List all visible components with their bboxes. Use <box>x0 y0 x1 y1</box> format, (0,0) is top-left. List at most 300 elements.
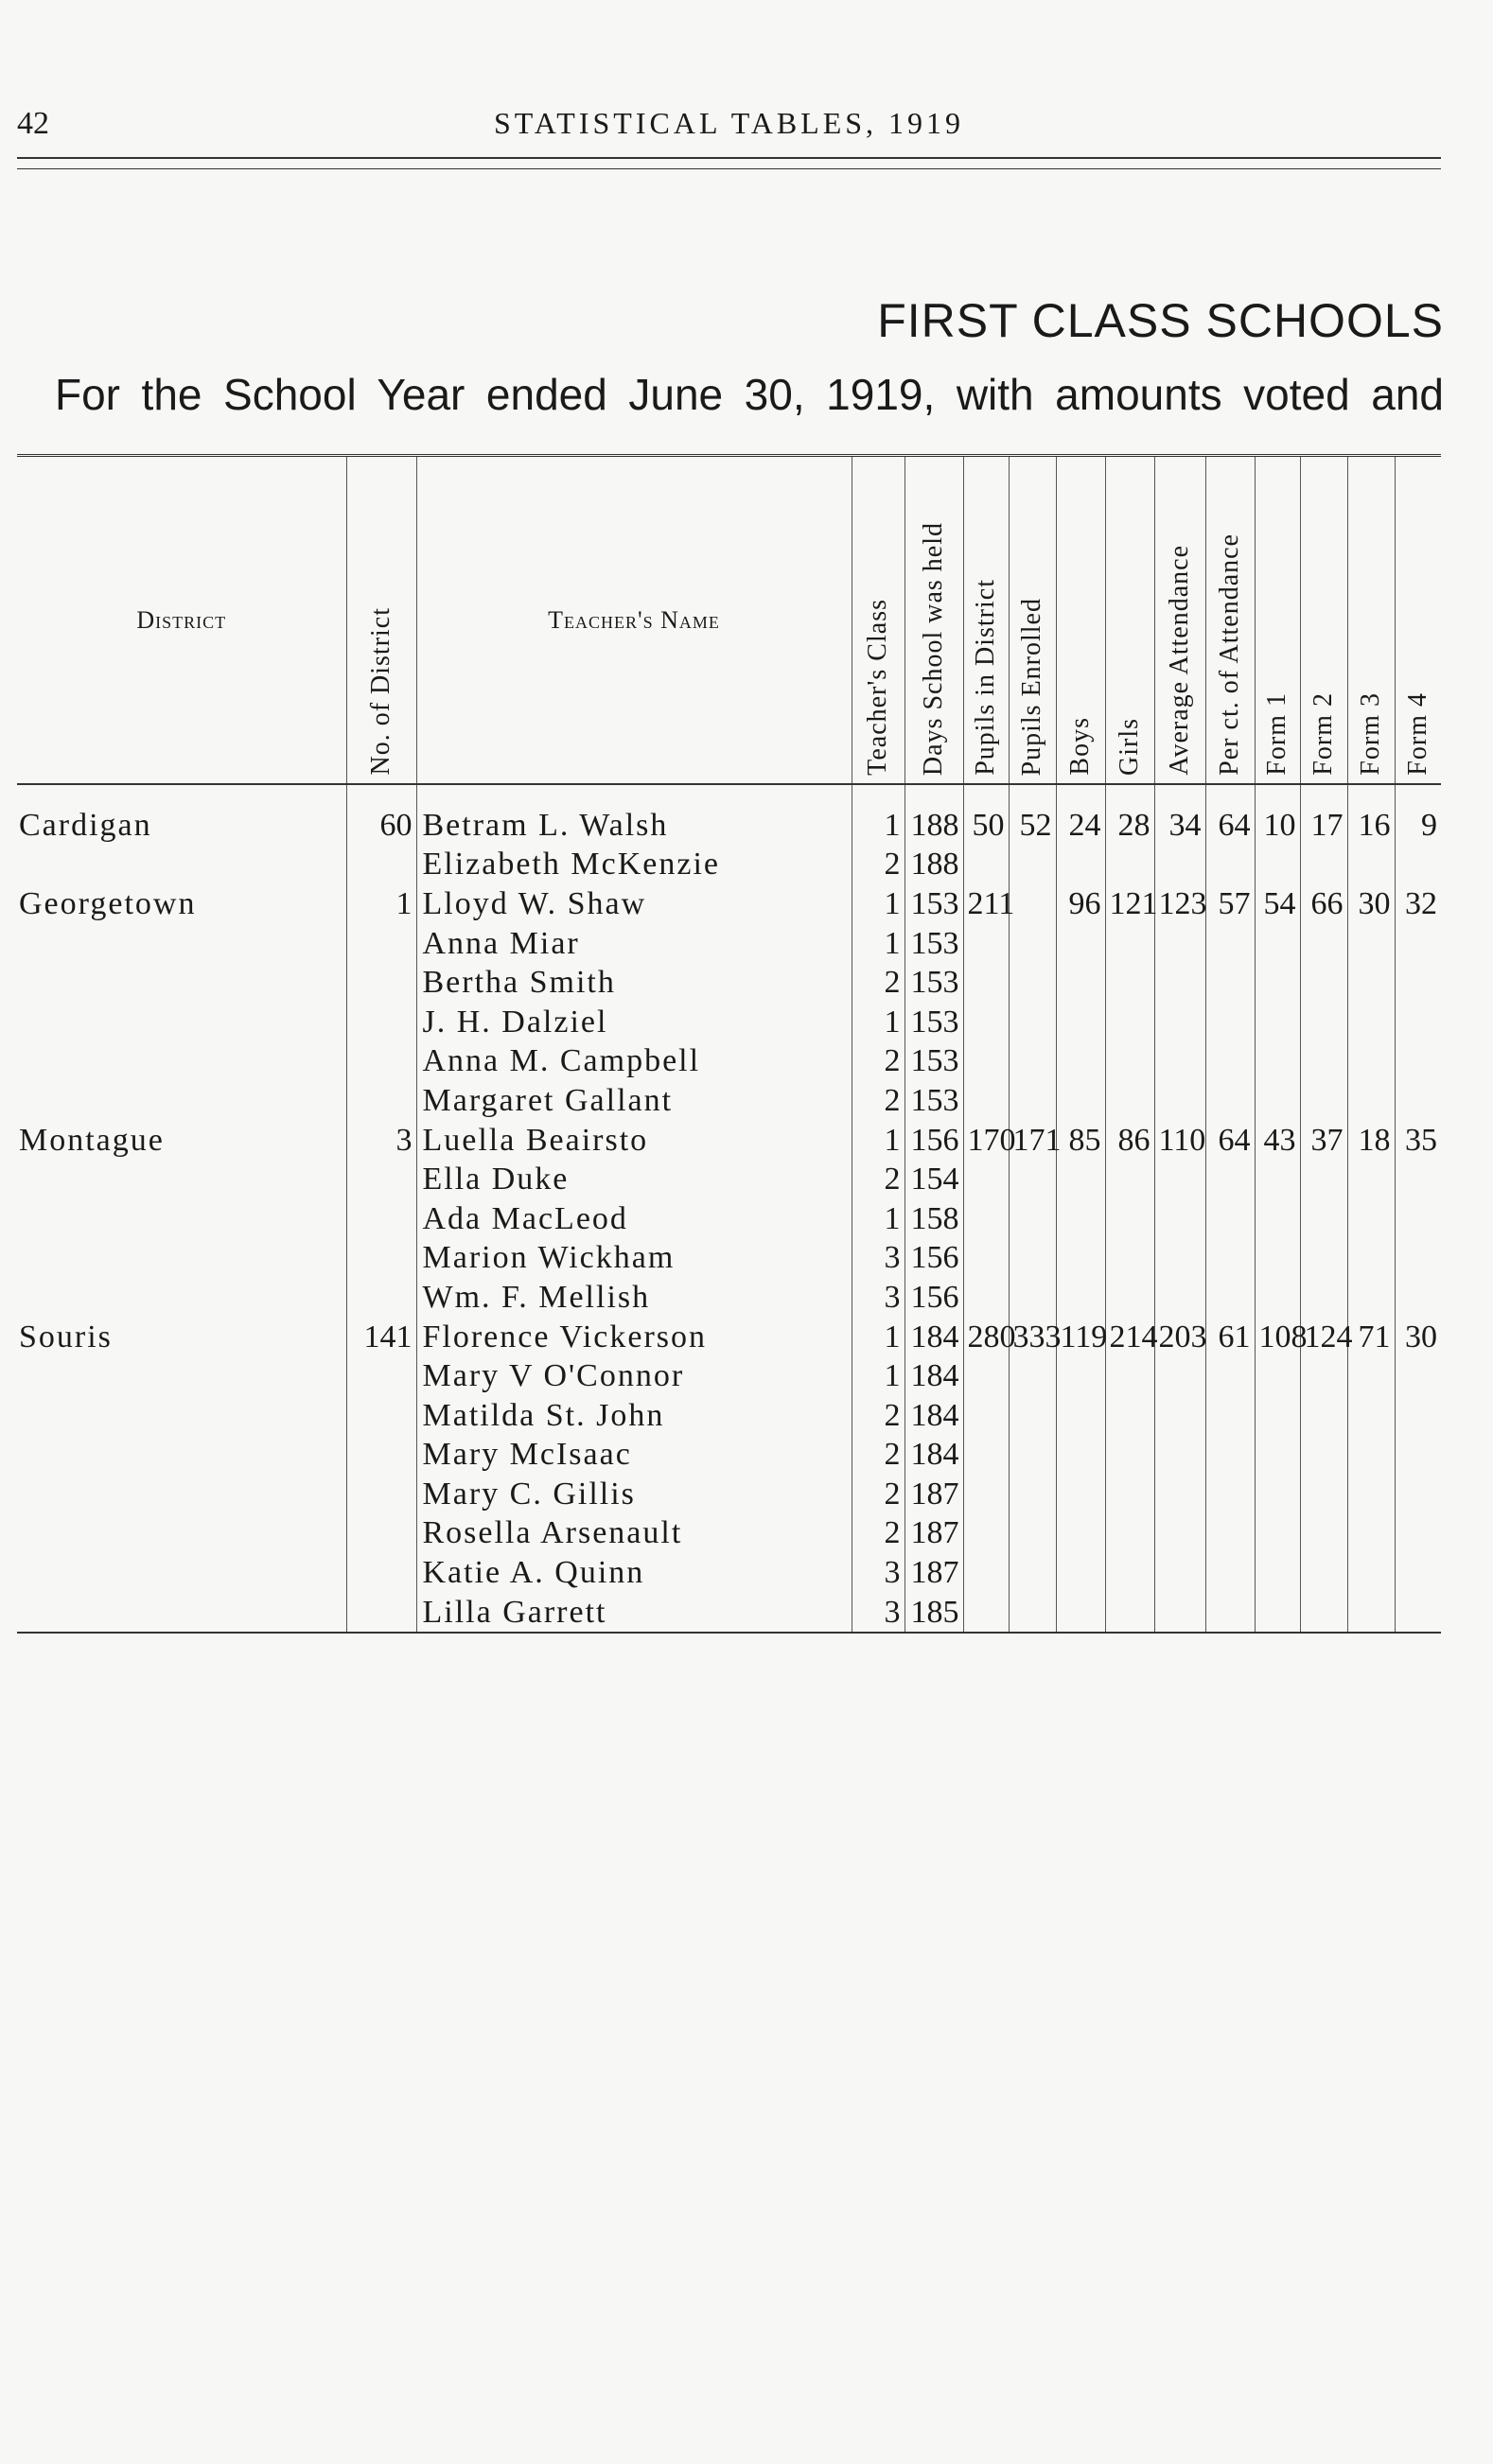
table-cell: Katie A. Quinn <box>416 1553 852 1593</box>
table-cell <box>1395 1356 1441 1396</box>
table-cell: 154 <box>905 1160 963 1199</box>
table-cell <box>963 1160 1009 1199</box>
table-cell: 1 <box>852 1356 905 1396</box>
table-cell: 16 <box>1347 784 1395 846</box>
table-cell <box>1105 1278 1154 1318</box>
table-cell <box>1347 1003 1395 1042</box>
table-cell <box>1300 1475 1347 1514</box>
table-cell: Luella Beairsto <box>416 1121 852 1161</box>
table-row <box>17 1160 1441 1199</box>
table-cell <box>963 1436 1009 1476</box>
table-cell: 2 <box>852 1160 905 1199</box>
table-cell <box>1056 1003 1105 1042</box>
table-cell <box>1009 1003 1056 1042</box>
table-cell <box>1056 1042 1105 1082</box>
table-row <box>17 1003 1441 1042</box>
table-cell <box>1009 1239 1056 1279</box>
table-cell <box>1205 1514 1255 1554</box>
table-cell: Souris <box>19 1319 113 1354</box>
table-cell <box>1300 1239 1347 1279</box>
table-cell: J. H. Dalziel <box>416 1003 852 1042</box>
table-cell <box>1300 1356 1347 1396</box>
table-cell: 64 <box>1205 784 1255 846</box>
table-cell <box>963 1593 1009 1634</box>
table-cell <box>1205 1593 1255 1634</box>
table-cell: Margaret Gallant <box>416 1081 852 1121</box>
table-cell: 153 <box>905 963 963 1003</box>
table-cell: 156 <box>905 1121 963 1161</box>
table-cell: 156 <box>905 1278 963 1318</box>
table-cell <box>1009 1593 1056 1634</box>
table-cell <box>1154 1160 1205 1199</box>
table-cell <box>1154 1081 1205 1121</box>
table-cell <box>1255 1436 1300 1476</box>
table-cell: 187 <box>905 1475 963 1514</box>
table-cell: 1 <box>852 1003 905 1042</box>
subtitle: For the School Year ended June 30, 1919, with amounts voted and <box>55 370 1444 419</box>
column-header-pupils-in-district: Pupils in District <box>963 456 1009 785</box>
table-cell <box>1154 1396 1205 1436</box>
table-cell: Lloyd W. Shaw <box>416 884 852 924</box>
table-cell: 3 <box>852 1593 905 1634</box>
column-header-form-1: Form 1 <box>1255 456 1300 785</box>
table-cell <box>1300 1593 1347 1634</box>
table-cell: 1 <box>852 1199 905 1239</box>
table-cell <box>1347 1199 1395 1239</box>
table-cell <box>1056 1160 1105 1199</box>
table-cell <box>1056 1436 1105 1476</box>
table-cell: 333 <box>1009 1318 1056 1357</box>
table-cell <box>1205 963 1255 1003</box>
table-cell: 3 <box>852 1278 905 1318</box>
table-row <box>17 884 1441 924</box>
table-row <box>17 846 1441 885</box>
table-cell <box>1300 1160 1347 1199</box>
table-cell: Matilda St. John <box>416 1396 852 1436</box>
table-cell <box>963 1396 1009 1436</box>
table-cell <box>963 846 1009 885</box>
table-cell <box>1255 924 1300 964</box>
table-cell <box>1255 1396 1300 1436</box>
table-cell: 10 <box>1255 784 1300 846</box>
table-cell: 9 <box>1395 784 1441 846</box>
table-row <box>17 1278 1441 1318</box>
table-row <box>17 1199 1441 1239</box>
table-cell: Wm. F. Mellish <box>416 1278 852 1318</box>
statistics-table-wrapper <box>17 454 1441 1634</box>
table-cell: 184 <box>905 1396 963 1436</box>
table-cell: 28 <box>1105 784 1154 846</box>
table-cell <box>17 1081 346 1121</box>
table-cell: 156 <box>905 1239 963 1279</box>
column-header-district: District <box>17 456 346 785</box>
header-rule-thin <box>17 168 1441 169</box>
table-cell <box>346 1475 416 1514</box>
table-cell <box>1205 846 1255 885</box>
table-cell <box>1009 884 1056 924</box>
table-cell: 153 <box>905 884 963 924</box>
column-header-boys: Boys <box>1056 456 1105 785</box>
table-cell <box>1300 1553 1347 1593</box>
table-cell: Florence Vickerson <box>416 1318 852 1357</box>
table-cell <box>1105 1239 1154 1279</box>
table-cell <box>963 1003 1009 1042</box>
table-row <box>17 784 1441 846</box>
table-cell <box>1009 1199 1056 1239</box>
table-cell: Anna Miar <box>416 924 852 964</box>
table-row <box>17 1396 1441 1436</box>
table-cell <box>963 1356 1009 1396</box>
table-cell <box>1105 1042 1154 1082</box>
table-cell <box>1347 1475 1395 1514</box>
table-cell <box>1255 1199 1300 1239</box>
table-cell: 141 <box>346 1318 416 1357</box>
table-cell <box>346 1003 416 1042</box>
table-cell <box>17 1514 346 1554</box>
table-cell <box>1205 1475 1255 1514</box>
table-cell: 2 <box>852 1475 905 1514</box>
table-cell <box>1105 924 1154 964</box>
table-cell <box>1105 1475 1154 1514</box>
table-cell: 18 <box>1347 1121 1395 1161</box>
table-cell <box>1056 1278 1105 1318</box>
page-number: 42 <box>17 106 49 141</box>
table-cell <box>963 963 1009 1003</box>
table-cell <box>1395 924 1441 964</box>
table-cell: 35 <box>1395 1121 1441 1161</box>
table-cell: 124 <box>1300 1318 1347 1357</box>
table-cell <box>1056 1514 1105 1554</box>
table-cell <box>1056 1081 1105 1121</box>
table-cell: 71 <box>1347 1318 1395 1357</box>
table-cell <box>1154 1475 1205 1514</box>
column-header-teachers-name: Teacher's Name <box>416 456 852 785</box>
table-cell <box>1009 1278 1056 1318</box>
table-cell: 61 <box>1205 1318 1255 1357</box>
table-cell: 3 <box>852 1553 905 1593</box>
table-cell <box>1300 1278 1347 1318</box>
table-row <box>17 1475 1441 1514</box>
table-row <box>17 1356 1441 1396</box>
table-cell: 153 <box>905 1081 963 1121</box>
table-cell: 170 <box>963 1121 1009 1161</box>
table-cell: 17 <box>1300 784 1347 846</box>
table-cell <box>1009 963 1056 1003</box>
table-cell: Mary V O'Connor <box>416 1356 852 1396</box>
table-cell <box>963 1553 1009 1593</box>
table-cell <box>1300 1081 1347 1121</box>
table-cell <box>1395 1278 1441 1318</box>
table-cell <box>1056 1475 1105 1514</box>
table-cell <box>17 1436 346 1476</box>
table-cell <box>1347 1356 1395 1396</box>
table-cell: 66 <box>1300 884 1347 924</box>
table-cell <box>1105 846 1154 885</box>
header-rule <box>17 157 1441 159</box>
table-cell <box>346 1239 416 1279</box>
table-cell <box>1205 1436 1255 1476</box>
table-cell <box>346 1593 416 1634</box>
table-cell <box>1056 924 1105 964</box>
table-cell <box>963 1199 1009 1239</box>
table-cell <box>17 1003 346 1042</box>
table-cell <box>1255 963 1300 1003</box>
table-cell <box>1009 1475 1056 1514</box>
table-cell: 184 <box>905 1318 963 1357</box>
table-cell: 3 <box>852 1239 905 1279</box>
table-cell: Betram L. Walsh <box>416 784 852 846</box>
table-cell <box>963 1081 1009 1121</box>
section-title: FIRST CLASS SCHOOLS <box>877 294 1444 347</box>
table-cell <box>1205 1042 1255 1082</box>
table-cell: 211 <box>963 884 1009 924</box>
table-cell <box>963 1278 1009 1318</box>
table-cell <box>1395 1199 1441 1239</box>
table-cell <box>1347 1436 1395 1476</box>
table-row <box>17 1553 1441 1593</box>
first-class-schools-table <box>17 454 1441 1634</box>
table-cell <box>1056 1199 1105 1239</box>
table-cell <box>1056 1553 1105 1593</box>
table-cell <box>1009 1160 1056 1199</box>
table-cell <box>1056 1239 1105 1279</box>
table-cell <box>1395 1436 1441 1476</box>
table-cell <box>1255 1356 1300 1396</box>
table-cell <box>17 1593 346 1634</box>
table-cell <box>1105 1396 1154 1436</box>
table-cell <box>1009 1553 1056 1593</box>
table-cell <box>1347 1593 1395 1634</box>
table-cell <box>963 1514 1009 1554</box>
table-cell <box>1205 1356 1255 1396</box>
table-cell <box>17 1475 346 1514</box>
table-cell: 153 <box>905 1003 963 1042</box>
table-cell <box>1105 1160 1154 1199</box>
table-row <box>17 924 1441 964</box>
table-cell <box>1105 1436 1154 1476</box>
table-cell <box>1347 1553 1395 1593</box>
table-row <box>17 1514 1441 1554</box>
table-cell <box>346 1042 416 1082</box>
table-cell <box>346 1278 416 1318</box>
table-cell <box>346 1396 416 1436</box>
table-cell <box>1009 1081 1056 1121</box>
table-cell <box>1300 1003 1347 1042</box>
table-cell: 32 <box>1395 884 1441 924</box>
table-cell: Rosella Arsenault <box>416 1514 852 1554</box>
table-cell: 214 <box>1105 1318 1154 1357</box>
table-cell <box>1255 1514 1300 1554</box>
table-cell: 50 <box>963 784 1009 846</box>
table-cell <box>1154 1278 1205 1318</box>
table-cell: 153 <box>905 1042 963 1082</box>
table-cell <box>1347 1278 1395 1318</box>
table-cell <box>346 1356 416 1396</box>
table-cell: 37 <box>1300 1121 1347 1161</box>
table-cell <box>1205 1278 1255 1318</box>
table-cell <box>1205 1396 1255 1436</box>
column-header-form-4: Form 4 <box>1395 456 1441 785</box>
table-cell <box>1009 846 1056 885</box>
table-row <box>17 1318 1441 1357</box>
table-cell <box>1347 924 1395 964</box>
table-cell <box>1105 1356 1154 1396</box>
table-cell: Ada MacLeod <box>416 1199 852 1239</box>
table-cell <box>1154 924 1205 964</box>
table-cell <box>346 1160 416 1199</box>
table-cell <box>1255 1003 1300 1042</box>
table-cell <box>346 963 416 1003</box>
table-cell: 30 <box>1395 1318 1441 1357</box>
table-row <box>17 1042 1441 1082</box>
table-cell <box>1347 846 1395 885</box>
table-cell: 184 <box>905 1436 963 1476</box>
table-row <box>17 1593 1441 1634</box>
table-cell: 86 <box>1105 1121 1154 1161</box>
table-cell <box>1154 1514 1205 1554</box>
table-cell <box>1347 1042 1395 1082</box>
table-cell <box>1154 1356 1205 1396</box>
table-row <box>17 1121 1441 1161</box>
table-cell: 96 <box>1056 884 1105 924</box>
column-header-percent-attendance: Per ct. of Attendance <box>1205 456 1255 785</box>
table-cell <box>1255 1160 1300 1199</box>
table-cell: 188 <box>905 846 963 885</box>
table-cell: 158 <box>905 1199 963 1239</box>
table-cell: 203 <box>1154 1318 1205 1357</box>
table-cell <box>1105 1593 1154 1634</box>
table-cell: Anna M. Campbell <box>416 1042 852 1082</box>
table-cell <box>17 1553 346 1593</box>
table-cell <box>1009 924 1056 964</box>
table-cell <box>1347 1160 1395 1199</box>
column-header-days-school-held: Days School was held <box>905 456 963 785</box>
table-cell <box>17 1199 346 1239</box>
table-cell <box>1300 1436 1347 1476</box>
table-cell <box>1105 1081 1154 1121</box>
table-cell: 60 <box>346 784 416 846</box>
table-cell <box>17 1278 346 1318</box>
table-cell <box>1300 963 1347 1003</box>
table-cell <box>1056 963 1105 1003</box>
table-cell <box>963 924 1009 964</box>
table-cell <box>1105 1514 1154 1554</box>
table-cell <box>1395 1160 1441 1199</box>
table-cell <box>1300 1042 1347 1082</box>
table-cell <box>1154 1003 1205 1042</box>
table-cell <box>346 1514 416 1554</box>
running-title: STATISTICAL TABLES, 1919 <box>493 106 965 140</box>
table-cell <box>1255 1278 1300 1318</box>
table-cell: 187 <box>905 1514 963 1554</box>
table-cell: 2 <box>852 1396 905 1436</box>
table-cell: 2 <box>852 963 905 1003</box>
table-cell <box>1205 1160 1255 1199</box>
column-header-form-3: Form 3 <box>1347 456 1395 785</box>
table-cell <box>963 1239 1009 1279</box>
table-cell <box>17 1042 346 1082</box>
table-cell: 85 <box>1056 1121 1105 1161</box>
table-cell <box>1255 1081 1300 1121</box>
table-cell <box>346 1081 416 1121</box>
table-cell <box>1056 1593 1105 1634</box>
table-cell <box>1056 846 1105 885</box>
table-cell <box>1347 1081 1395 1121</box>
table-cell <box>1395 1553 1441 1593</box>
table-cell: 123 <box>1154 884 1205 924</box>
table-cell: Georgetown <box>19 885 197 921</box>
table-cell: 184 <box>905 1356 963 1396</box>
table-cell: 108 <box>1255 1318 1300 1357</box>
table-cell <box>17 1160 346 1199</box>
table-cell <box>1154 1553 1205 1593</box>
table-cell: Montague <box>19 1122 165 1158</box>
table-cell: 280 <box>963 1318 1009 1357</box>
table-cell <box>17 1239 346 1279</box>
column-header-average-attendance: Average Attendance <box>1154 456 1205 785</box>
table-cell <box>1255 1042 1300 1082</box>
table-cell <box>1105 1003 1154 1042</box>
column-header-pupils-enrolled: Pupils Enrolled <box>1009 456 1056 785</box>
table-cell <box>1347 963 1395 1003</box>
table-cell <box>1255 1553 1300 1593</box>
table-cell: Elizabeth McKenzie <box>416 846 852 885</box>
table-cell: 1 <box>852 1318 905 1357</box>
table-cell <box>346 924 416 964</box>
table-cell: 64 <box>1205 1121 1255 1161</box>
table-cell: 54 <box>1255 884 1300 924</box>
table-cell <box>346 1199 416 1239</box>
table-cell <box>1255 1239 1300 1279</box>
table-cell <box>17 1356 346 1396</box>
table-cell <box>346 1553 416 1593</box>
table-cell <box>1056 1356 1105 1396</box>
table-cell: 1 <box>852 1121 905 1161</box>
table-body <box>17 784 1441 1633</box>
table-cell: 1 <box>852 784 905 846</box>
table-cell <box>1105 1553 1154 1593</box>
table-cell: 57 <box>1205 884 1255 924</box>
table-cell: 1 <box>346 884 416 924</box>
table-cell <box>1009 1396 1056 1436</box>
page-header <box>17 106 1441 144</box>
table-cell: 171 <box>1009 1121 1056 1161</box>
table-cell: 2 <box>852 846 905 885</box>
table-cell <box>1056 1396 1105 1436</box>
table-cell <box>1300 1199 1347 1239</box>
table-cell <box>1255 1593 1300 1634</box>
table-cell <box>1395 1042 1441 1082</box>
table-cell <box>963 1042 1009 1082</box>
table-cell <box>1395 1475 1441 1514</box>
table-cell <box>1154 1239 1205 1279</box>
table-cell <box>1395 1081 1441 1121</box>
table-cell <box>1154 846 1205 885</box>
table-cell <box>1009 1436 1056 1476</box>
table-cell: Bertha Smith <box>416 963 852 1003</box>
table-cell <box>346 1436 416 1476</box>
table-cell: 110 <box>1154 1121 1205 1161</box>
table-row <box>17 1081 1441 1121</box>
table-cell <box>1105 1199 1154 1239</box>
table-cell: 1 <box>852 924 905 964</box>
table-cell: 185 <box>905 1593 963 1634</box>
table-cell <box>1347 1239 1395 1279</box>
table-cell: Ella Duke <box>416 1160 852 1199</box>
table-cell: 24 <box>1056 784 1105 846</box>
table-cell <box>1255 846 1300 885</box>
table-cell: 2 <box>852 1514 905 1554</box>
